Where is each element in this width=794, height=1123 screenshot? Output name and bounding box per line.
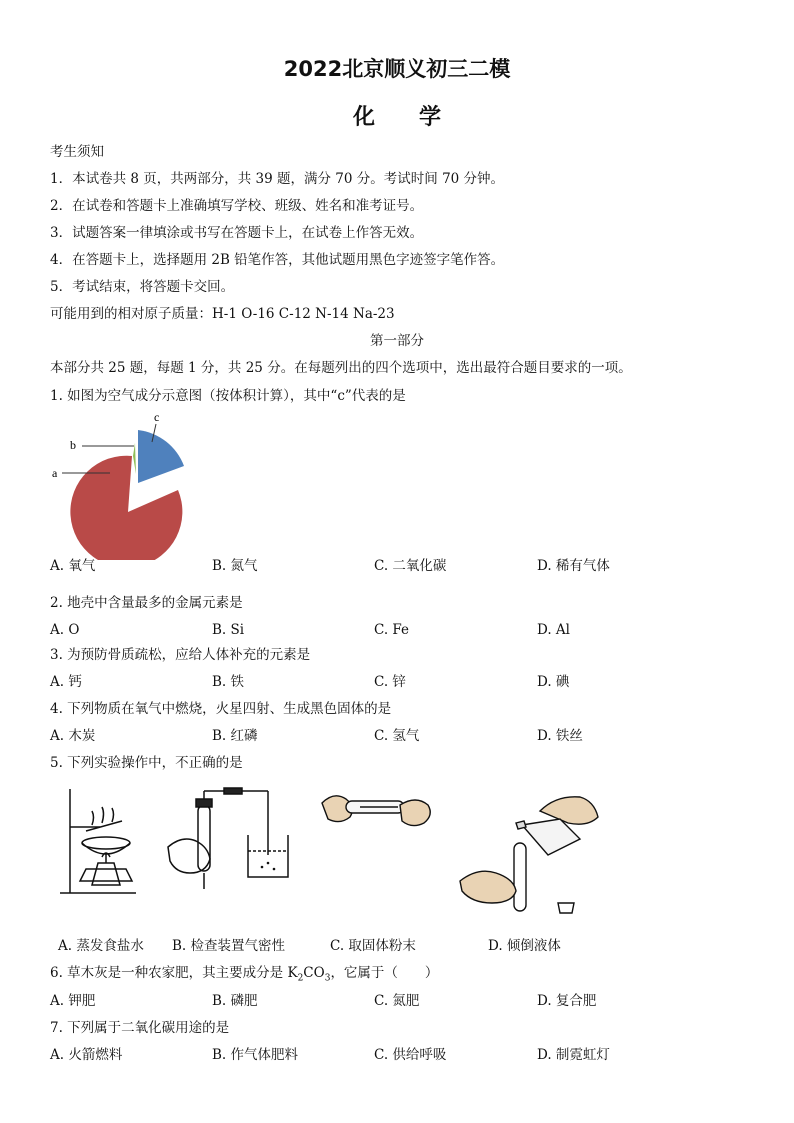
q5-option-b[interactable]: B. 检查装置气密性 <box>172 938 286 954</box>
q4-option-b[interactable]: B. 红磷 <box>212 728 258 744</box>
q1-option-c[interactable]: C. 二氧化碳 <box>374 558 447 574</box>
q2-option-d[interactable]: D. Al <box>537 622 570 638</box>
q1-option-d[interactable]: D. 稀有气体 <box>537 558 610 574</box>
q2-option-b[interactable]: B. Si <box>212 622 245 638</box>
question-7-stem: 7. 下列属于二氧化碳用途的是 <box>50 1020 230 1036</box>
notice-item: 5．考试结束，将答题卡交回。 <box>50 279 235 295</box>
question-1-stem: 1. 如图为空气成分示意图（按体积计算），其中“c”代表的是 <box>50 388 406 404</box>
pie-label-c: c <box>154 410 160 424</box>
pie-label-a: a <box>52 466 58 480</box>
q3-option-b[interactable]: B. 铁 <box>212 674 245 690</box>
q3-option-d[interactable]: D. 碘 <box>537 674 570 690</box>
air-composition-pie <box>48 408 208 560</box>
q1-option-a[interactable]: A. 氧气 <box>50 558 96 574</box>
q4-option-c[interactable]: C. 氢气 <box>374 728 420 744</box>
notice-item: 3．试题答案一律填涂或书写在答题卡上，在试卷上作答无效。 <box>50 225 424 241</box>
q2-option-a[interactable]: A. O <box>50 622 80 638</box>
notice-heading: 考生须知 <box>50 144 104 160</box>
q5-option-d[interactable]: D. 倾倒液体 <box>488 938 561 954</box>
part-heading: 第一部分 <box>370 333 424 349</box>
q7-option-c[interactable]: C. 供给呼吸 <box>374 1047 447 1063</box>
q6-option-a[interactable]: A. 钾肥 <box>50 993 96 1009</box>
q6-option-b[interactable]: B. 磷肥 <box>212 993 258 1009</box>
q5-option-a[interactable]: A. 蒸发食盐水 <box>58 938 144 954</box>
question-2-stem: 2. 地壳中含量最多的金属元素是 <box>50 595 243 611</box>
q3-option-a[interactable]: A. 钙 <box>50 674 82 690</box>
exam-title: 2022北京顺义初三二模 <box>283 57 511 81</box>
pie-label-b: b <box>70 438 76 452</box>
question-4-stem: 4. 下列物质在氧气中燃烧，火星四射、生成黑色固体的是 <box>50 701 392 717</box>
q6-option-d[interactable]: D. 复合肥 <box>537 993 597 1009</box>
pour-liquid-figure <box>456 785 616 925</box>
question-5-stem: 5. 下列实验操作中，不正确的是 <box>50 755 243 771</box>
q1-option-b[interactable]: B. 氮气 <box>212 558 258 574</box>
q2-option-c[interactable]: C. Fe <box>374 622 410 638</box>
take-solid-powder-figure <box>316 785 436 837</box>
notice-item: 1．本试卷共 8 页，共两部分，共 39 题，满分 70 分。考试时间 70 分钟。 <box>50 171 505 187</box>
q7-option-a[interactable]: A. 火箭燃料 <box>50 1047 123 1063</box>
q7-option-d[interactable]: D. 制霓虹灯 <box>537 1047 610 1063</box>
q3-option-c[interactable]: C. 锌 <box>374 674 406 690</box>
atomic-mass-line: 可能用到的相对原子质量：H-1 O-16 C-12 N-14 Na-23 <box>50 306 395 322</box>
question-6-stem: 6. 草木灰是一种农家肥，其主要成分是 $K_2CO_3$，它属于（ ） <box>50 965 439 984</box>
q5-option-c[interactable]: C. 取固体粉末 <box>330 938 416 954</box>
q4-option-a[interactable]: A. 木炭 <box>50 728 96 744</box>
q4-option-d[interactable]: D. 铁丝 <box>537 728 583 744</box>
airtightness-check-figure <box>164 785 300 900</box>
notice-item: 2．在试卷和答题卡上准确填写学校、班级、姓名和准考证号。 <box>50 198 424 214</box>
notice-item: 4．在答题卡上，选择题用 2B 铅笔作答，其他试题用黑色字迹签字笔作答。 <box>50 252 505 268</box>
subject-title: 化 学 <box>352 105 441 130</box>
pie-slice-c <box>138 430 184 483</box>
part-intro: 本部分共 25 题，每题 1 分，共 25 分。在每题列出的四个选项中，选出最符合题目要求的一项。 <box>50 360 632 376</box>
evaporation-apparatus-figure <box>56 785 156 900</box>
q7-option-b[interactable]: B. 作气体肥料 <box>212 1047 299 1063</box>
question-3-stem: 3. 为预防骨质疏松，应给人体补充的元素是 <box>50 647 311 663</box>
q6-option-c[interactable]: C. 氮肥 <box>374 993 420 1009</box>
pie-slice-b <box>133 443 136 474</box>
